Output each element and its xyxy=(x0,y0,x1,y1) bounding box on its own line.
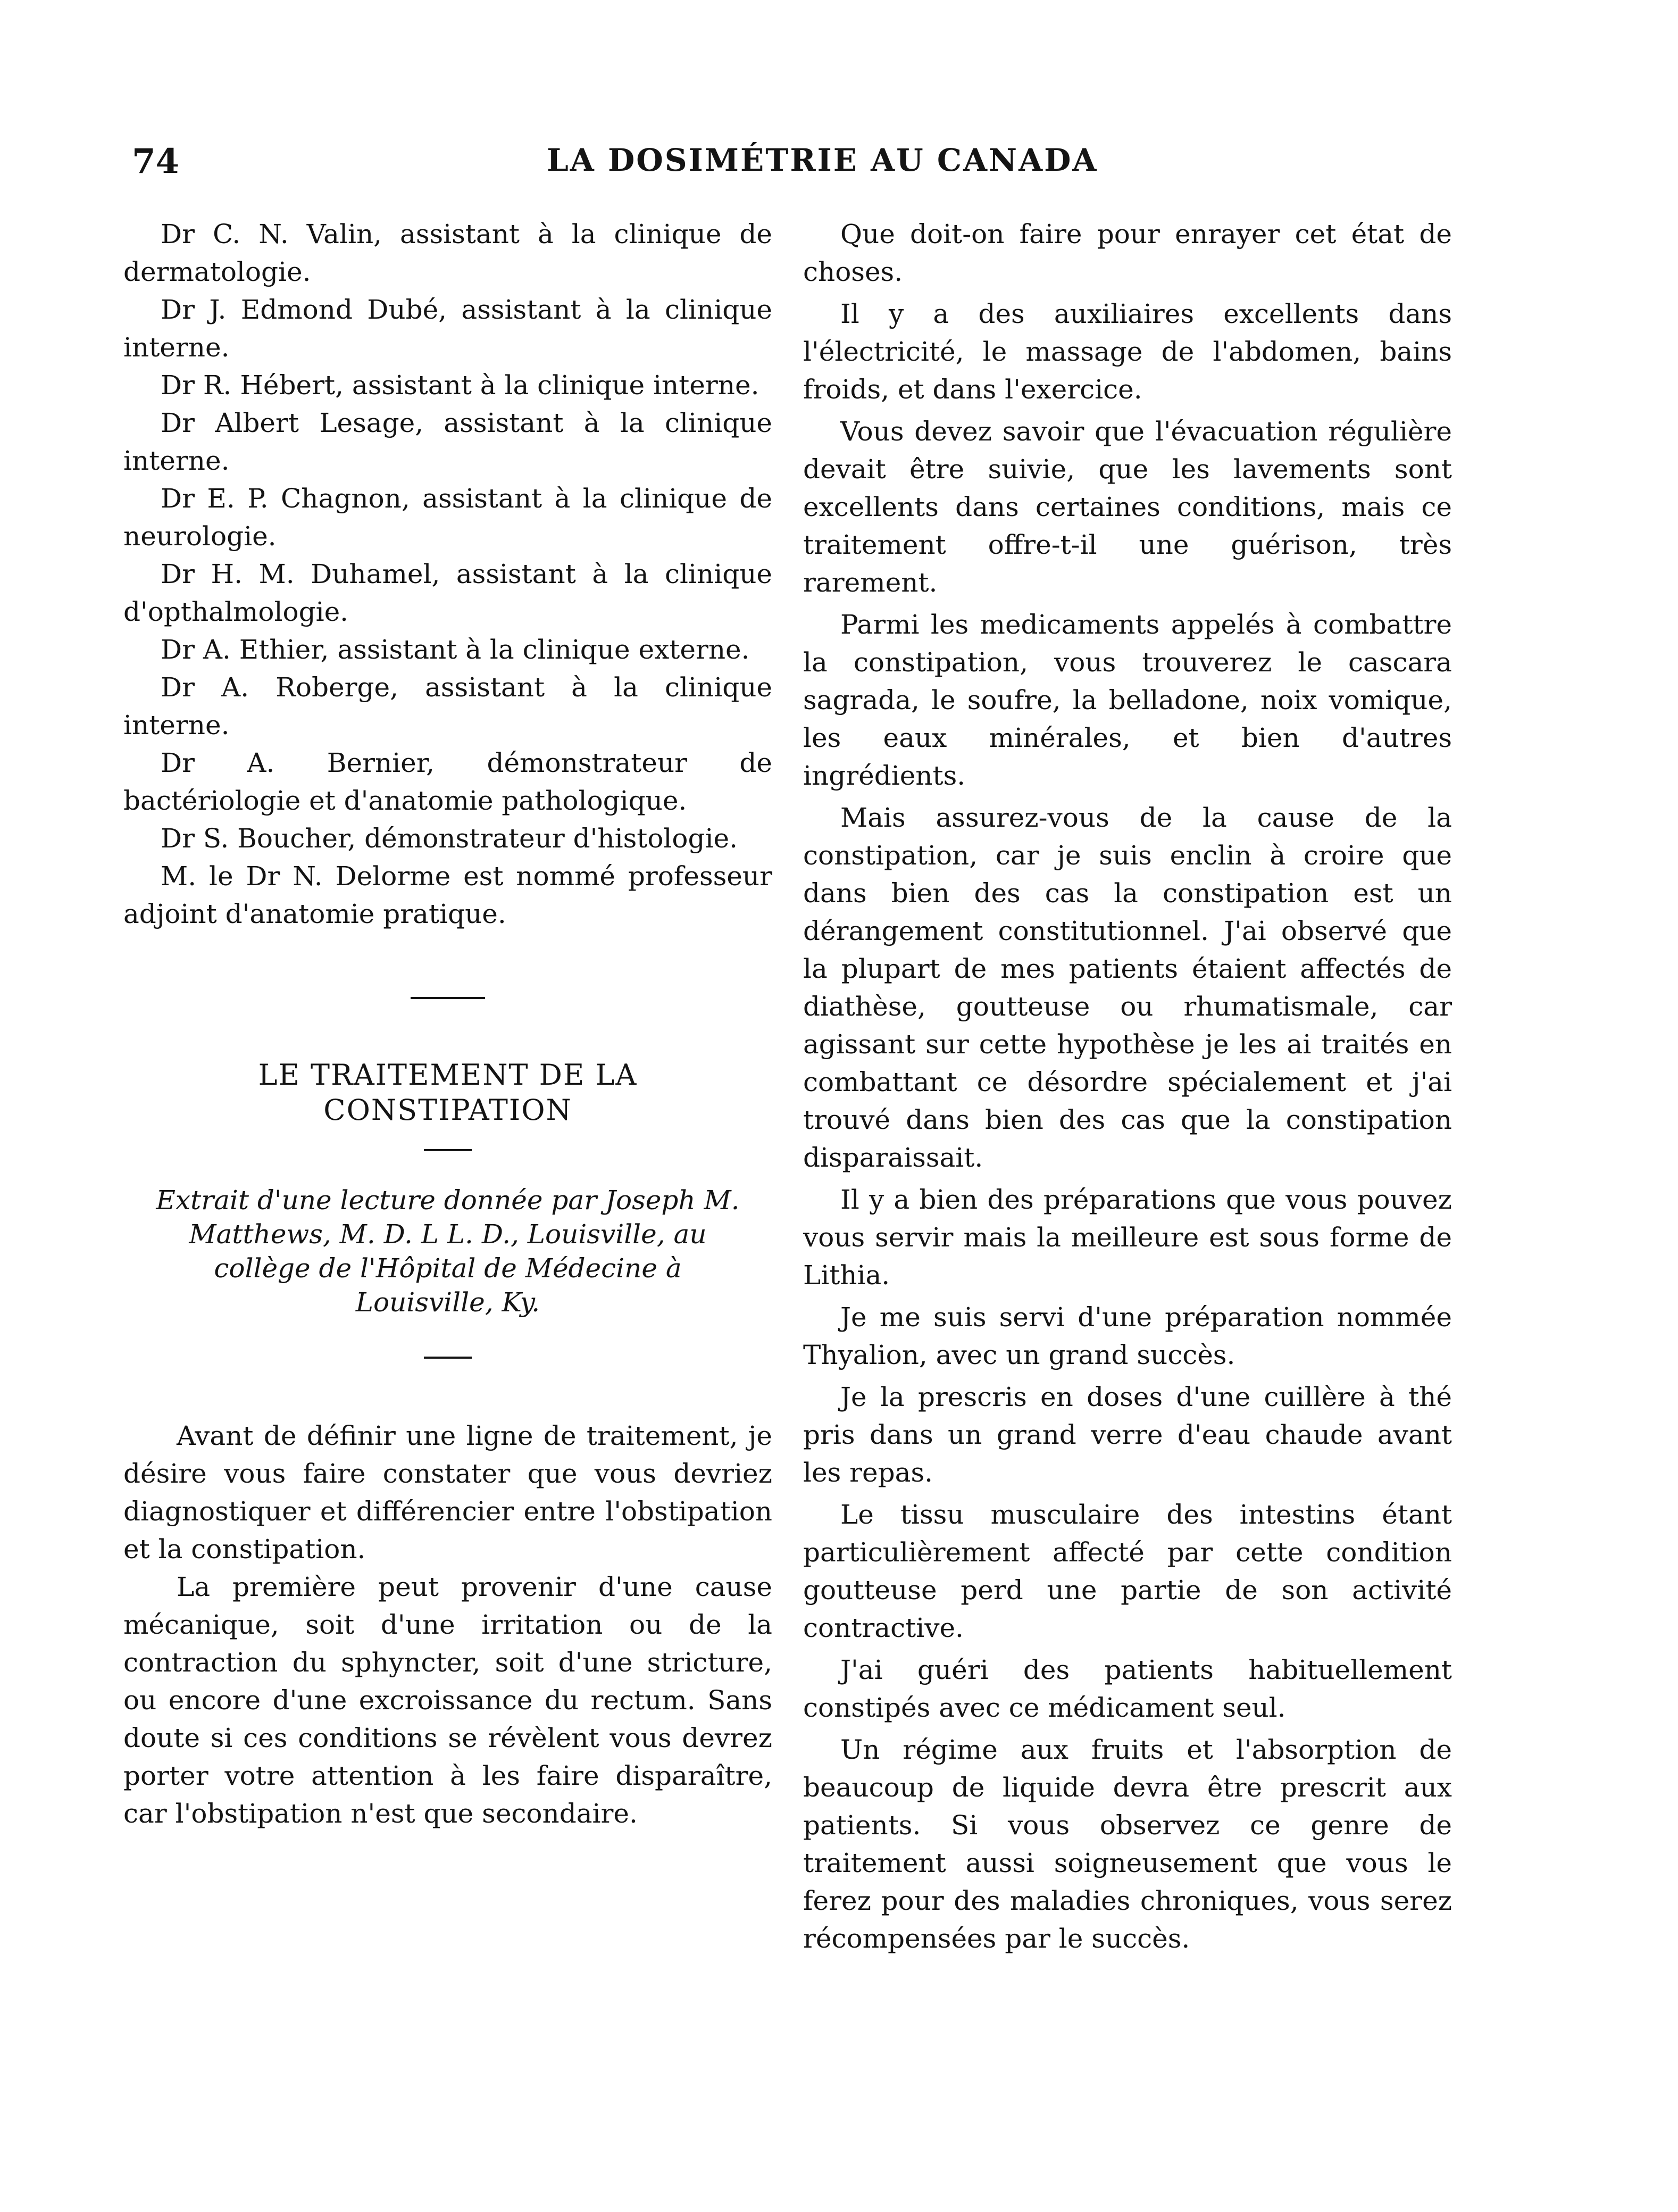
body-paragraph: Que doit-on faire pour enrayer cet état de choses. xyxy=(803,219,1452,287)
appointment-entry: Dr Albert Lesage, assistant à la clinique interne. xyxy=(123,408,772,476)
appointment-entry: Dr E. P. Chagnon, assistant à la clinique de neurologie. xyxy=(123,483,772,552)
article-citation: Extrait d'une lecture donnée par Joseph M. Matthews, M. D. L L. D., Louisville, au collège de l'Hôpital de Médecine à Louisville, Ky. xyxy=(156,1185,740,1318)
section-divider xyxy=(411,997,485,999)
page-number: 74 xyxy=(132,142,180,181)
body-paragraph: Parmi les medicaments appelés à combattre la constipation, vous trouverez le cascara sagrada, le soufre, la belladone, noix vomique, les eaux minérales, et bien d'autres ingrédients. xyxy=(803,609,1452,791)
appointment-entry: Dr R. Hébert, assistant à la clinique interne. xyxy=(161,370,759,401)
body-paragraph: La première peut provenir d'une cause mécanique, soit d'une irritation ou de la contraction du sphyncter, soit d'une stricture, ou encore d'une excroissance du rectum. Sans doute si ces conditions se révèlent vous devrez porter votre attention à les faire disparaître, car l'obstipation n'est que secondaire. xyxy=(123,1571,772,1829)
running-title: LA DOSIMÉTRIE AU CANADA xyxy=(547,142,1098,178)
appointment-entry: Dr C. N. Valin, assistant à la clinique de dermatologie. xyxy=(123,219,772,287)
citation-divider xyxy=(424,1357,472,1359)
article-title: LE TRAITEMENT DE LA CONSTIPATION xyxy=(258,1058,638,1127)
appointment-entry: Dr H. M. Duhamel, assistant à la clinique d'opthalmologie. xyxy=(123,559,772,627)
body-paragraph: Mais assurez-vous de la cause de la constipation, car je suis enclin à croire que dans bien des cas la constipation est un dérangement constitutionnel. J'ai observé que la plupart de mes patients étaient affectés de diathèse, goutteuse ou rhumatismale, car agissant sur cette hypothèse je les ai traités en combattant ce désordre spécialement et j'ai trouvé dans bien des cas que la constipation disparaissait. xyxy=(803,802,1452,1173)
right-column xyxy=(803,215,1452,1962)
body-paragraph: Il y a des auxiliaires excellents dans l'électricité, le massage de l'abdomen, bains froids, et dans l'exercice. xyxy=(803,298,1452,405)
page-header xyxy=(0,0,1678,213)
left-column xyxy=(123,215,772,1833)
body-paragraph: Je me suis servi d'une préparation nommée Thyalion, avec un grand succès. xyxy=(803,1302,1452,1370)
body-paragraph: Je la prescris en doses d'une cuillère à thé pris dans un grand verre d'eau chaude avant les repas. xyxy=(803,1382,1452,1488)
appointment-entry: Dr S. Boucher, démonstrateur d'histologie. xyxy=(161,823,738,854)
body-paragraph: Il y a bien des préparations que vous pouvez vous servir mais la meilleure est sous forme de Lithia. xyxy=(803,1184,1452,1291)
body-paragraph: Un régime aux fruits et l'absorption de beaucoup de liquide devra être prescrit aux patients. Si vous observez ce genre de traitement aussi soigneusement que vous le ferez pour des maladies chroniques, vous serez récompensées par le succès. xyxy=(803,1734,1452,1954)
appointment-entry: Dr A. Ethier, assistant à la clinique externe. xyxy=(161,634,750,665)
appointment-entry: Dr A. Roberge, assistant à la clinique interne. xyxy=(123,672,772,741)
appointment-entry: M. le Dr N. Delorme est nommé professeur adjoint d'anatomie pratique. xyxy=(123,861,772,929)
appointment-entry: Dr A. Bernier, démonstrateur de bactériologie et d'anatomie pathologique. xyxy=(123,747,772,816)
title-divider xyxy=(424,1149,472,1151)
appointment-entry: Dr J. Edmond Dubé, assistant à la clinique interne. xyxy=(123,294,772,363)
body-paragraph: Vous devez savoir que l'évacuation régulière devait être suivie, que les lavements sont excellents dans certaines conditions, mais ce traitement offre-t-il une guérison, très rarement. xyxy=(803,416,1452,598)
body-paragraph: J'ai guéri des patients habituellement constipés avec ce médicament seul. xyxy=(803,1654,1452,1723)
body-paragraph: Le tissu musculaire des intestins étant particulièrement affecté par cette condition goutteuse perd une partie de son activité contractive. xyxy=(803,1499,1452,1643)
body-paragraph: Avant de définir une ligne de traitement, je désire vous faire constater que vous devriez diagnostiquer et différencier entre l'obstipation et la constipation. xyxy=(123,1420,772,1565)
